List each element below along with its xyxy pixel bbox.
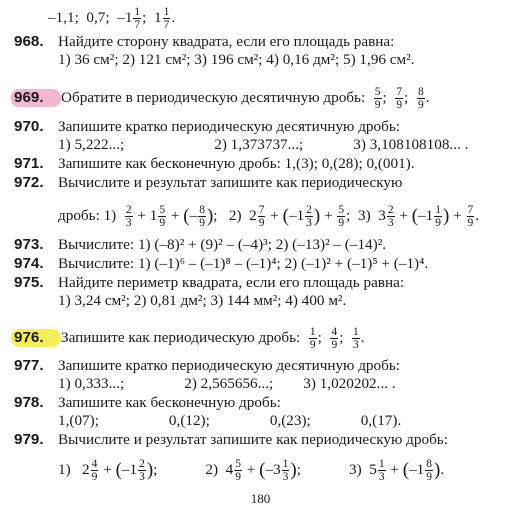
fraction: $\frac{2}{3}$ bbox=[306, 204, 312, 229]
fraction: $\frac{1}{9}$ bbox=[309, 326, 316, 351]
fraction: $\frac{2}{3}$ bbox=[387, 204, 394, 229]
fraction: $\frac{1}{3}$ bbox=[378, 458, 385, 483]
continuation-line: –1,1; 0,7; –1 $\frac{1}{7}$ ; 1 $\frac{1}{7}$ . bbox=[48, 6, 176, 31]
exercise-970 bbox=[14, 118, 515, 136]
item: 2) 1,373737...; bbox=[214, 136, 304, 153]
fraction: $\frac{4}{9}$ bbox=[91, 458, 98, 483]
exercise-text: Обратите в периодическую десятичную дробь: bbox=[61, 88, 366, 106]
exercise-number-highlighted: 969. bbox=[11, 89, 61, 107]
exercise-items: 1) 36 см²; 2) 121 см²; 3) 196 см²; 4) 0,16 дм²; 5) 1,96 см². bbox=[58, 51, 415, 68]
item: 3) 1,020202... . bbox=[303, 375, 396, 392]
exercise-number: 977. bbox=[14, 357, 44, 374]
value: 0,7; bbox=[86, 8, 110, 26]
item: 1) 5,222...; bbox=[58, 136, 125, 153]
fraction: $\frac{7}{9}$ bbox=[467, 204, 474, 229]
exercise-text: Запишите как периодическую дробь: bbox=[61, 328, 301, 346]
exercise-text: Найдите сторону квадрата, если его площадь равна: bbox=[58, 33, 395, 50]
exercise-979 bbox=[14, 431, 515, 449]
fraction: $\frac{2}{3}$ bbox=[139, 458, 145, 483]
fraction: $\frac{8}{9}$ bbox=[199, 204, 205, 229]
exercise-number: 975. bbox=[14, 274, 44, 291]
exercise-972-items: дробь: 1) $\frac{2}{3}$ + 1 $\frac{5}{9}$ + (– $\frac{8}{9}$ ); 2) 2 $\frac{7}{9}$ + (–1 $\frac{2}{3}$ ) + $\frac{5}{9}$ ; 3) 3 $\frac{2}{3}$ + (–1 $\frac{1}{9}$ ) + $\frac{7}{9}$ . bbox=[58, 204, 480, 229]
exercise-971 bbox=[14, 155, 515, 173]
exercise-items: 1) 3,24 см²; 2) 0,81 дм²; 3) 144 мм²; 4) 400 м². bbox=[58, 292, 347, 309]
exercise-972 bbox=[14, 174, 515, 192]
exercise-text: Найдите периметр квадрата, если его площадь равна: bbox=[58, 274, 405, 291]
exercise-number: 973. bbox=[14, 236, 44, 253]
exercise-968-items bbox=[58, 51, 515, 69]
value: 1 bbox=[153, 8, 162, 26]
fraction: $\frac{1}{7}$ bbox=[163, 6, 170, 31]
fraction: $\frac{8}{9}$ bbox=[417, 86, 424, 111]
exercise-969: 969. Обратите в периодическую десятичную дробь: $\frac{5}{9}$ ; $\frac{7}{9}$ ; $\frac{8}{9}$ . bbox=[14, 86, 515, 111]
fraction: $\frac{7}{9}$ bbox=[258, 204, 265, 229]
item: 1,(07); bbox=[58, 412, 99, 429]
value: –1,1; bbox=[48, 8, 79, 26]
exercise-973 bbox=[14, 236, 515, 254]
exercise-number: 970. bbox=[14, 118, 44, 135]
exercise-number: 971. bbox=[14, 155, 44, 172]
exercise-text: Вычислите: 1) (–1)⁶ – (–1)⁸ – (–1)⁴; 2) (–1)² + (–1)⁵ + (–1)⁴. bbox=[58, 255, 429, 272]
exercise-975-items bbox=[58, 292, 515, 310]
exercise-text: Вычислите: 1) (–8)² + (9)² – (–4)³; 2) (–13)² – (–14)². bbox=[58, 236, 387, 253]
exercise-978-items bbox=[58, 412, 515, 430]
item: 2) 2,565656...; bbox=[184, 375, 274, 392]
item: 1) 0,333...; bbox=[58, 375, 125, 392]
fraction: $\frac{5}{9}$ bbox=[374, 86, 381, 111]
exercise-970-items bbox=[58, 136, 515, 154]
item: 0,(12); bbox=[168, 412, 210, 429]
exercise-text: Вычислите и результат запишите как периодическую дробь: bbox=[58, 431, 448, 448]
exercise-974 bbox=[14, 255, 515, 273]
exercise-979-items: 1) 2 $\frac{4}{9}$ + (–1 $\frac{2}{3}$ ); 2) 4 $\frac{5}{9}$ + (–3 $\frac{1}{3}$ ); 3) 5 $\frac{1}{3}$ + (–1 $\frac{8}{9}$ ). bbox=[58, 458, 445, 483]
exercise-text: Запишите как бесконечную дробь: bbox=[58, 394, 281, 411]
exercise-text: Запишите кратко периодическую десятичную дробь: bbox=[58, 357, 400, 374]
fraction: $\frac{5}{9}$ bbox=[235, 458, 241, 483]
exercise-text: Запишите как бесконечную дробь: 1,(3); 0,(28); 0,(001). bbox=[58, 155, 415, 172]
fraction: $\frac{5}{9}$ bbox=[338, 204, 345, 229]
exercise-text: Вычислите и результат запишите как периодическую bbox=[58, 174, 403, 191]
exercise-number: 978. bbox=[14, 394, 44, 411]
fraction: $\frac{5}{9}$ bbox=[159, 204, 166, 229]
exercise-number: 974. bbox=[14, 255, 44, 272]
exercise-number: 968. bbox=[14, 33, 44, 50]
fraction: $\frac{4}{9}$ bbox=[331, 326, 338, 351]
exercise-976: 976. Запишите как периодическую дробь: $\frac{1}{9}$ ; $\frac{4}{9}$ ; $\frac{1}{3}$ . bbox=[14, 326, 515, 351]
exercise-number: 972. bbox=[14, 174, 44, 191]
exercise-975 bbox=[14, 274, 515, 292]
exercise-977 bbox=[14, 357, 515, 375]
page-number: 180 bbox=[250, 491, 271, 506]
fraction: $\frac{1}{3}$ bbox=[353, 326, 359, 351]
fraction: $\frac{1}{9}$ bbox=[435, 204, 442, 229]
item: 0,(23); bbox=[269, 412, 311, 429]
fraction: $\frac{1}{3}$ bbox=[282, 458, 289, 483]
exercise-text: Запишите кратко периодическую десятичную дробь: bbox=[58, 118, 400, 135]
item: 3) 3,108108108... . bbox=[353, 136, 469, 153]
item: 0,(17). bbox=[360, 412, 402, 429]
fraction: $\frac{7}{9}$ bbox=[396, 86, 403, 111]
exercise-number-highlighted: 976. bbox=[11, 329, 61, 347]
exercise-968 bbox=[14, 33, 515, 51]
exercise-977-items bbox=[58, 375, 515, 393]
fraction: $\frac{2}{3}$ bbox=[125, 204, 132, 229]
exercise-number: 979. bbox=[14, 431, 44, 448]
exercise-978 bbox=[14, 394, 515, 412]
value: –1 bbox=[117, 8, 133, 26]
fraction: $\frac{8}{9}$ bbox=[426, 458, 433, 483]
fraction: $\frac{1}{7}$ bbox=[134, 6, 141, 31]
item-lead: дробь: 1) bbox=[58, 206, 117, 224]
